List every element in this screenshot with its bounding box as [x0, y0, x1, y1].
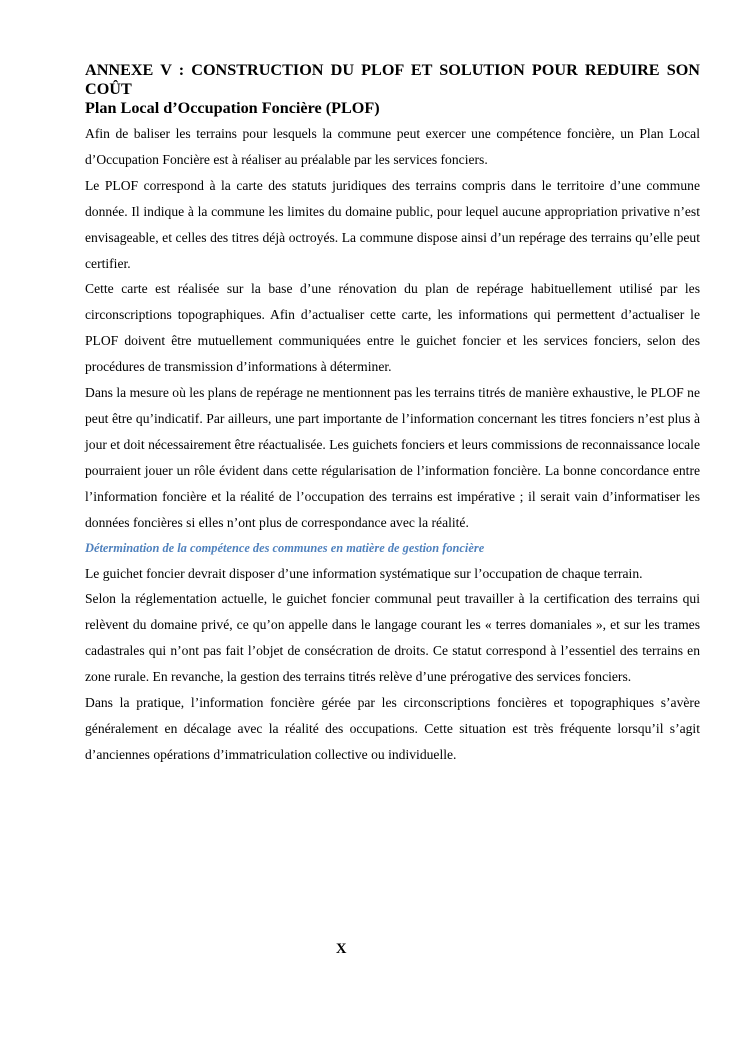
paragraph: Dans la mesure où les plans de repérage ne mentionnent pas les terrains titrés de manière exhaustive, le PLOF ne peut être qu’indicatif. Par ailleurs, une part importante de l’information concernant les titres fonciers n’est plus à jour et doit nécessairement être réactualisée. Les guichets fonciers et leurs commissions de reconnaissance locale pourraient jouer un rôle évident dans cette régularisation de l’information foncière. La bonne concordance entre l’information foncière et la réalité de l’occupation des terrains est impérative ; il serait vain d’informatiser les données foncières si elles n’ont plus de correspondance avec la réalité.	[85, 385, 700, 530]
paragraph: Le PLOF correspond à la carte des statuts juridiques des terrains compris dans le territoire d’une commune donnée. Il indique à la commune les limites du domaine public, pour lequel aucune appropriation privative n’est envisageable, et celles des titres déjà octroyés. La commune dispose ainsi d’un repérage des terrains qu’elle peut certifier.	[85, 177, 700, 271]
paragraph: Cette carte est réalisée sur la base d’une rénovation du plan de repérage habituellement utilisé par les circonscriptions topographiques. Afin d’actualiser cette carte, les informations qui permettent d’actualiser le PLOF doivent être mutuellement communiquées entre le guichet foncier et les services fonciers, selon des procédures de transmission d’informations à déterminer.	[85, 281, 700, 375]
paragraph: Le guichet foncier devrait disposer d’une information systématique sur l’occupation de chaque terrain.	[85, 565, 643, 581]
paragraph: Selon la réglementation actuelle, le guichet foncier communal peut travailler à la certification des terrains qui relèvent du domaine privé, ce qu’on appelle dans le langage courant les « terres domaniales », et sur les trames cadastrales qui n’ont pas fait l’objet de consécration de droits. Ce statut correspond à l’essentiel des terrains en zone rurale. En revanche, la gestion des terrains titrés relève d’une prérogative des services fonciers.	[85, 591, 700, 685]
page-number: X	[336, 941, 347, 957]
document-page	[85, 61, 700, 768]
paragraph: Afin de baliser les terrains pour lesquels la commune peut exercer une compétence foncière, un Plan Local d’Occupation Foncière est à réaliser au préalable par les services fonciers.	[85, 126, 700, 167]
annex-title: ANNEXE V : CONSTRUCTION DU PLOF ET SOLUTION POUR REDUIRE SON COÛT	[85, 61, 700, 98]
competence-heading: Détermination de la compétence des communes en matière de gestion foncière	[85, 540, 485, 555]
section-subtitle: Plan Local d’Occupation Foncière (PLOF)	[85, 99, 380, 117]
paragraph: Dans la pratique, l’information foncière gérée par les circonscriptions foncières et topographiques s’avère généralement en décalage avec la réalité des occupations. Cette situation est très fréquente lorsqu’il s’agit d’anciennes opérations d’immatriculation collective ou individuelle.	[85, 695, 700, 762]
